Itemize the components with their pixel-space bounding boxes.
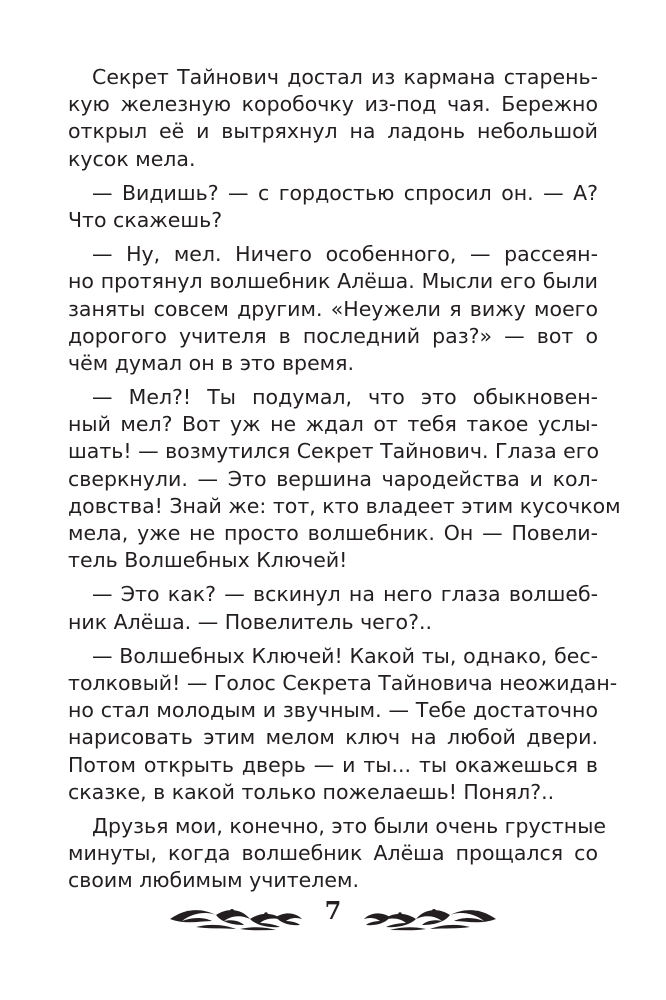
text-line: дорогого учителя в последний раз?» — вот о: [68, 323, 598, 348]
text-line: минуты, когда волшебник Алёша прощался со: [68, 841, 598, 866]
paragraph-gap: [68, 574, 598, 581]
text-line: ный мел? Вот уж не ждал от тебя такое услы-: [68, 412, 598, 437]
paragraph: [68, 581, 598, 635]
text-line: кую железную коробочку из-под чая. Бережно: [68, 92, 598, 117]
text-line: — Мел?! Ты подумал, что это обыкновен-: [92, 385, 598, 410]
paragraph-gap: [68, 173, 598, 180]
text-line: но протянул волшебник Алёша. Мысли его были: [68, 269, 598, 294]
paragraph-gap: [68, 377, 598, 384]
text-line: Что скажешь?: [68, 207, 223, 232]
text-line: мела, уже не просто волшебник. Он — Повели-: [68, 521, 598, 545]
text-line: кусок мела.: [68, 146, 196, 171]
text-line: Друзья мои, конечно, это были очень грустные: [92, 813, 607, 838]
page-text: [68, 64, 621, 894]
text-line: Потом открыть дверь — и ты... ты окажешься в: [68, 752, 598, 777]
text-line: сверкнули. — Это вершина чародейства и кол-: [68, 466, 598, 491]
text-line: своим любимым учителем.: [68, 868, 359, 893]
paragraph-gap: [68, 636, 598, 643]
text-line: — Ну, мел. Ничего особенного, — рассеян-: [92, 242, 598, 267]
text-line: толковый! — Голос Секрета Тайновича неожидан-: [68, 670, 618, 695]
paragraph: [68, 180, 598, 234]
text-line: шать! — возмутился Секрет Тайнович. Глаза его: [68, 439, 600, 464]
text-line: сказке, в какой только пожелаешь! Понял?..: [68, 779, 555, 804]
paragraph: [68, 64, 598, 173]
text-line: — Это как? — вскинул на него глаза волшеб-: [92, 582, 598, 607]
text-line: нарисовать этим мелом ключ на любой двери.: [68, 725, 598, 750]
page-number: 7: [324, 896, 342, 925]
page-footer: [0, 885, 666, 945]
flourish-ornament-left-icon: [166, 897, 306, 937]
text-line: Секрет Тайнович достал из кармана старень-: [92, 65, 598, 89]
paragraph: [68, 241, 598, 377]
paragraph: [68, 643, 618, 806]
text-line: заняты совсем другим. «Неужели я вижу моего: [68, 296, 598, 321]
text-line: чём думал он в это время.: [68, 350, 354, 375]
paragraph-gap: [68, 806, 598, 813]
flourish-ornament-right-icon: [360, 897, 500, 937]
text-line: открыл её и вытряхнул на ладонь небольшой: [68, 119, 598, 144]
text-line: — Видишь? — с гордостью спросил он. — А?: [92, 180, 598, 205]
paragraph: [68, 813, 607, 895]
text-line: довства! Знай же: тот, кто владеет этим кусочком: [68, 493, 621, 518]
text-line: тель Волшебных Ключей!: [68, 548, 348, 573]
paragraph: [68, 384, 621, 574]
text-line: ник Алёша. — Повелитель чего?..: [68, 609, 433, 634]
paragraph-gap: [68, 234, 598, 241]
text-line: — Волшебных Ключей! Какой ты, однако, бес-: [92, 643, 598, 668]
text-line: но стал молодым и звучным. — Тебе достаточно: [68, 698, 598, 723]
